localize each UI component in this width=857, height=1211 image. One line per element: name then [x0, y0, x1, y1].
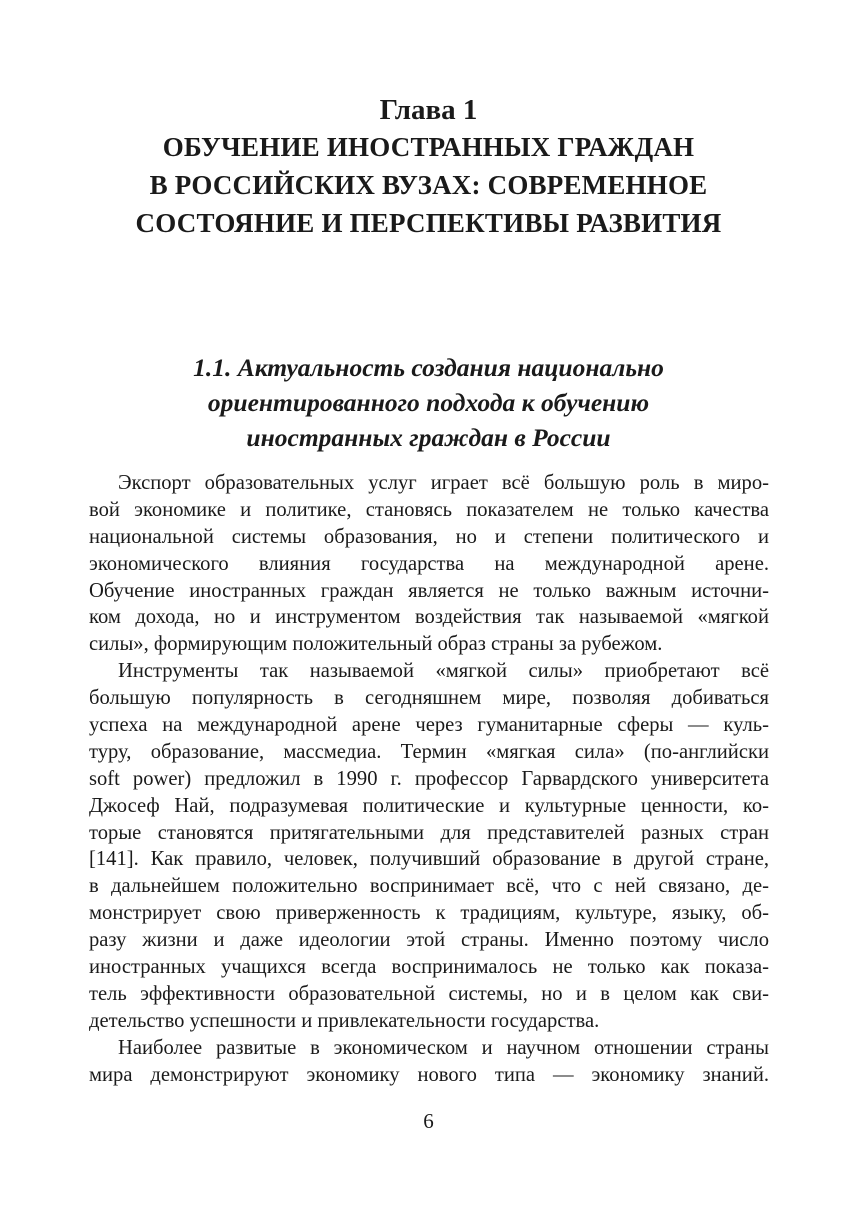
section-heading: [80, 350, 777, 455]
text-line: Экспорт образовательных услуг играет всё большую роль в миро-: [118, 472, 769, 494]
text-line: монстрирует свою приверженность к традициям, культуре, языку, об-: [89, 902, 769, 925]
text-line: Наиболее развитые в экономическом и научном отношении страны: [118, 1036, 769, 1059]
text-line: Обучение иностранных граждан является не только важным источни-: [89, 579, 769, 602]
text-line: Инструменты так называемой «мягкой силы» приобретают всё: [118, 660, 769, 683]
chapter-title-line: В РОССИЙСКИХ ВУЗАХ: СОВРЕМЕННОЕ: [149, 170, 708, 200]
chapter-title-line: ОБУЧЕНИЕ ИНОСТРАННЫХ ГРАЖДАН: [162, 132, 695, 162]
text-line: soft power) предложил в 1990 г. профессор Гарвардского университета: [89, 767, 769, 790]
text-line: мира демонстрируют экономику нового типа — экономику знаний.: [89, 1063, 769, 1086]
chapter-heading: [80, 92, 777, 242]
text-line: в дальнейшем положительно воспринимает всё, что с ней связано, де-: [89, 875, 769, 898]
section-heading-line: иностранных граждан в России: [246, 423, 611, 452]
text-line: торые становятся притягательными для представителей разных стран: [89, 821, 769, 844]
chapter-title-line: СОСТОЯНИЕ И ПЕРСПЕКТИВЫ РАЗВИТИЯ: [135, 208, 722, 238]
text-line: успеха на международной арене через гуманитарные сферы — куль-: [89, 714, 769, 737]
text-line: ком дохода, но и инструментом воздействия так называемой «мягкой: [89, 606, 769, 629]
text-line: детельство успешности и привлекательности государства.: [89, 1009, 600, 1032]
text-line: тель эффективности образовательной системы, но и в целом как сви-: [89, 982, 769, 1005]
chapter-label: Глава 1: [379, 94, 478, 126]
text-line: Джосеф Най, подразумевая политические и культурные ценности, ко-: [89, 794, 769, 817]
body-text: [89, 470, 769, 1088]
text-line: большую популярность в сегодняшнем мире, позволяя добиваться: [89, 687, 769, 710]
page-number: 6: [423, 1109, 434, 1133]
text-line: экономического влияния государства на международной арене.: [89, 552, 769, 575]
text-line: национальной системы образования, но и степени политического и: [89, 525, 769, 548]
text-line: разу жизни и даже идеологии этой страны. Именно поэтому число: [89, 929, 769, 952]
text-line: вой экономике и политике, становясь показателем не только качества: [89, 498, 769, 521]
section-heading-line: ориентированного подхода к обучению: [207, 388, 650, 417]
chapter-title: [80, 128, 777, 242]
text-line: силы», формирующим положительный образ страны за рубежом.: [89, 633, 663, 656]
text-line: туру, образование, массмедиа. Термин «мягкая сила» (по-английски: [89, 740, 769, 763]
text-line: [141]. Как правило, человек, получивший образование в другой стране,: [89, 848, 769, 871]
section-heading-line: 1.1. Актуальность создания национально: [193, 353, 664, 382]
text-line: иностранных учащихся всегда воспринималось не только как показа-: [89, 956, 769, 979]
